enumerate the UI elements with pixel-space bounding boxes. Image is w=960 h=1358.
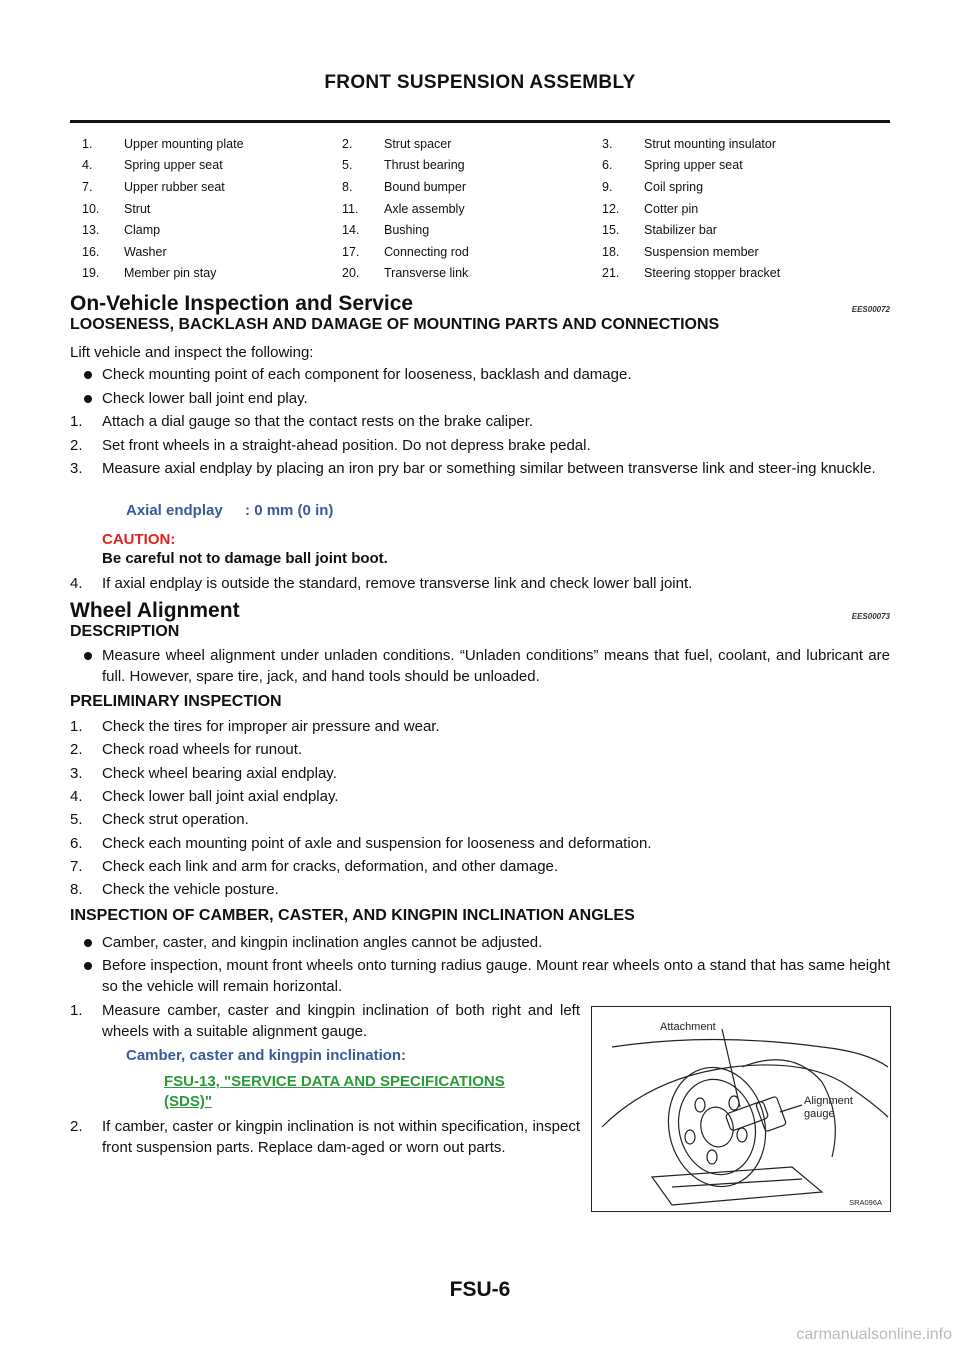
spec-axial-endplay: [126, 502, 333, 519]
step-item: 7. Check each link and arm for cracks, deformation, and other damage.: [70, 857, 559, 875]
spec-camber-caster: Camber, caster and kingpin inclination:: [126, 1047, 407, 1064]
bullet-dot-icon: [84, 395, 92, 403]
part-name: Cotter pin: [644, 201, 699, 216]
step-item: 2. If camber, caster or kingpin inclination is not within specification, inspect front suspension parts. Replace dam-aged or worn out parts.: [70, 1118, 580, 1156]
part-number: 21.: [602, 266, 620, 281]
bullet-dot-icon: [84, 962, 92, 970]
step-item: 1. Measure camber, caster and kingpin inclination of both right and left wheels with a suitable alignment gauge.: [70, 1002, 580, 1040]
step-item: 4. Check lower ball joint axial endplay.: [70, 787, 339, 805]
part-name: Stabilizer bar: [644, 223, 717, 238]
part-number: 16.: [82, 244, 100, 259]
part-number: 2.: [342, 136, 353, 151]
part-number: 19.: [82, 266, 100, 281]
bullet-item: Check lower ball joint end play.: [70, 388, 890, 409]
part-name: Thrust bearing: [384, 158, 465, 173]
parts-row: [82, 263, 862, 285]
section-title-on-vehicle: On-Vehicle Inspection and Service: [70, 292, 414, 315]
part-number: 20.: [342, 266, 360, 281]
bullet-item: Check mounting point of each component for looseness, backlash and damage.: [70, 364, 890, 385]
alignment-gauge-figure: [591, 1006, 891, 1212]
part-number: 11.: [342, 201, 359, 216]
part-name: Strut spacer: [384, 136, 452, 151]
step-item: 3. Check wheel bearing axial endplay.: [70, 764, 337, 782]
section-code: EES00073: [851, 612, 890, 621]
parts-row: [82, 176, 862, 198]
part-number: 15.: [602, 223, 620, 238]
parts-row: [82, 155, 862, 177]
part-name: Connecting rod: [384, 244, 469, 259]
wheel-gauge-illustration: [592, 1007, 890, 1211]
part-number: 14.: [342, 223, 360, 238]
part-name: Spring upper seat: [644, 158, 743, 173]
parts-row: [82, 198, 862, 220]
part-name: Member pin stay: [124, 266, 217, 281]
part-number: 1.: [82, 136, 93, 151]
part-number: 6.: [602, 158, 613, 173]
watermark: carmanualsonline.info: [796, 1326, 952, 1343]
part-number: 5.: [342, 158, 353, 173]
bullet-item: Camber, caster, and kingpin inclination angles cannot be adjusted.: [70, 932, 890, 953]
section-title-wheel-alignment: Wheel Alignment: [70, 599, 240, 622]
part-name: Bound bumper: [384, 179, 467, 194]
part-number: 3.: [602, 136, 613, 151]
step-item: 3. Measure axial endplay by placing an iron pry bar or something similar between transverse link and steer-ing knuckle.: [70, 460, 876, 477]
step-item: 4. If axial endplay is outside the standard, remove transverse link and check lower ball joint.: [70, 575, 693, 592]
step-item: 8. Check the vehicle posture.: [70, 881, 279, 899]
step-item: 6. Check each mounting point of axle and suspension for looseness and deformation.: [70, 834, 652, 852]
subsection-looseness: LOOSENESS, BACKLASH AND DAMAGE OF MOUNTING PARTS AND CONNECTIONS: [70, 316, 720, 333]
bullet-dot-icon: [84, 939, 92, 947]
label-alignment: Alignment: [804, 1095, 853, 1107]
page-header: FRONT SUSPENSION ASSEMBLY: [324, 72, 636, 93]
part-name: Strut mounting insulator: [644, 136, 777, 151]
spec-value: : 0 mm (0 in): [245, 502, 334, 519]
part-name: Suspension member: [644, 244, 759, 259]
step-item: 1. Check the tires for improper air pressure and wear.: [70, 718, 440, 735]
parts-row: [82, 219, 862, 241]
subsection-inspection-angles: INSPECTION OF CAMBER, CASTER, AND KINGPIN INCLINATION ANGLES: [70, 907, 635, 924]
part-number: 13.: [82, 223, 100, 238]
parts-legend-table: [82, 133, 862, 284]
sds-link[interactable]: FSU-13, "SERVICE DATA AND SPECIFICATIONS (SDS)": [164, 1073, 505, 1110]
header-rule: [70, 120, 890, 123]
part-number: 10.: [82, 201, 100, 216]
parts-row: [82, 241, 862, 263]
caution-text: Be careful not to damage ball joint boot.: [102, 550, 388, 567]
part-name: Steering stopper bracket: [644, 266, 781, 281]
label-attachment: Attachment: [660, 1021, 716, 1033]
part-number: 17.: [342, 244, 360, 259]
part-name: Spring upper seat: [124, 158, 223, 173]
step-item: 5. Check strut operation.: [70, 811, 249, 829]
part-name: Washer: [124, 244, 167, 259]
part-name: Upper rubber seat: [124, 179, 225, 194]
part-name: Strut: [124, 201, 151, 216]
part-name: Upper mounting plate: [124, 136, 244, 151]
section-code: EES00072: [851, 305, 890, 314]
intro-text: Lift vehicle and inspect the following:: [70, 344, 314, 361]
figure-id: SRA096A: [849, 1198, 882, 1207]
subsection-preliminary: PRELIMINARY INSPECTION: [70, 693, 282, 710]
parts-row: [82, 133, 862, 155]
part-number: 12.: [602, 201, 620, 216]
step-item: 2. Set front wheels in a straight-ahead position. Do not depress brake pedal.: [70, 437, 591, 454]
step-item: 1. Attach a dial gauge so that the contact rests on the brake caliper.: [70, 413, 534, 430]
part-number: 8.: [342, 179, 353, 194]
page-number: FSU-6: [449, 1278, 511, 1301]
bullet-dot-icon: [84, 371, 92, 379]
subsection-description: DESCRIPTION: [70, 623, 180, 640]
part-name: Transverse link: [384, 266, 469, 281]
bullet-dot-icon: [84, 652, 92, 660]
part-name: Coil spring: [644, 179, 704, 194]
part-number: 7.: [82, 179, 93, 194]
part-name: Clamp: [124, 223, 161, 238]
label-gauge: gauge: [804, 1108, 835, 1120]
bullet-item: Before inspection, mount front wheels onto turning radius gauge. Mount rear wheels onto a stand that has same height so the vehicle will remain horizontal.: [70, 955, 890, 997]
part-number: 4.: [82, 158, 93, 173]
step-item: 2. Check road wheels for runout.: [70, 741, 303, 759]
part-number: 9.: [602, 179, 613, 194]
part-number: 18.: [602, 244, 620, 259]
spec-label: Axial endplay: [126, 502, 223, 519]
bullet-item: Measure wheel alignment under unladen conditions. “Unladen conditions” means that fuel, coolant, and lubricant are full. However, spare tire, jack, and hand tools should be unloaded.: [70, 645, 890, 687]
caution-heading: CAUTION:: [102, 531, 176, 548]
part-name: Bushing: [384, 223, 430, 238]
part-name: Axle assembly: [384, 201, 465, 216]
